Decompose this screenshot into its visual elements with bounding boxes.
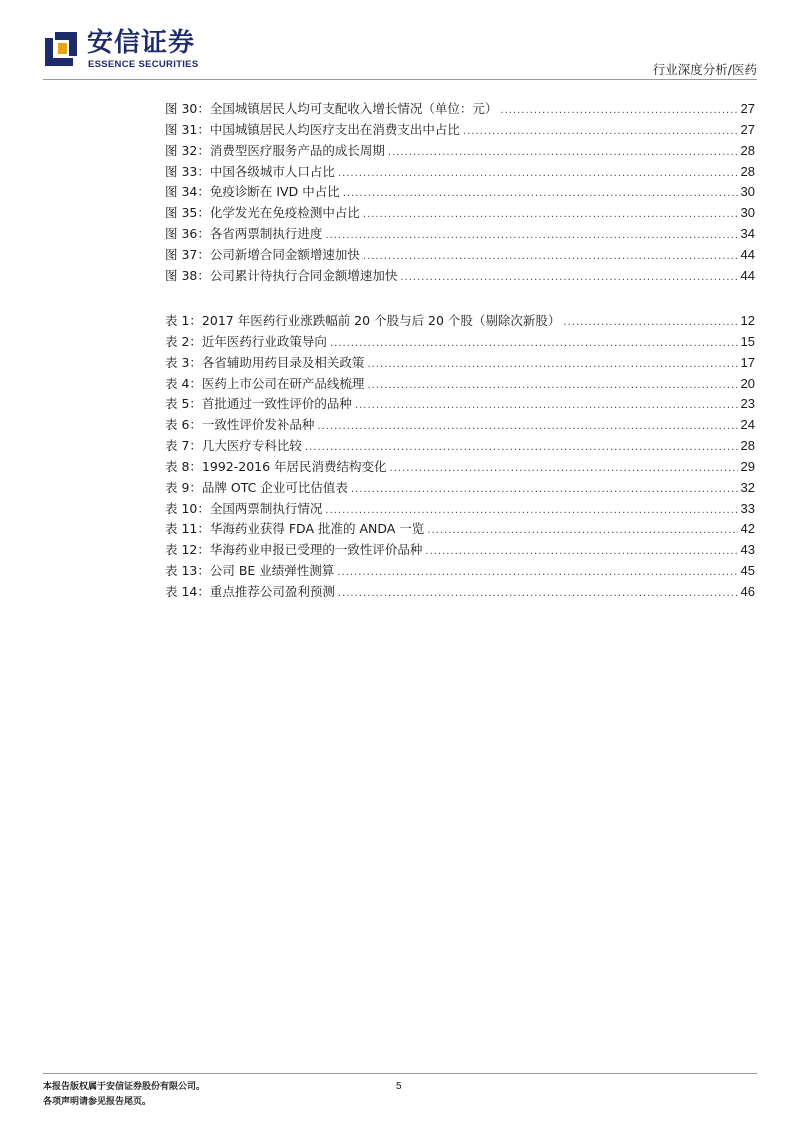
toc-entry-label: 表 6：一致性评价发补品种 [165, 417, 315, 433]
toc-entry-label: 表 8：1992-2016 年居民消费结构变化 [165, 458, 387, 474]
toc-entry-page: 46 [740, 583, 755, 599]
toc-entry-label: 表 7：几大医疗专科比较 [165, 438, 302, 454]
footer-divider [43, 1073, 757, 1074]
toc-entry-page: 27 [740, 101, 755, 116]
leader-dots [500, 101, 737, 122]
toc-entry[interactable] [165, 499, 755, 520]
toc-entry-page: 29 [740, 458, 755, 474]
toc-entry-page: 30 [740, 184, 755, 200]
toc-entry-label: 图 36：各省两票制执行进度 [165, 226, 323, 242]
leader-dots [388, 143, 738, 164]
leader-dots [363, 247, 738, 268]
toc-entry[interactable] [165, 120, 755, 141]
toc-entry-page: 15 [740, 333, 755, 349]
page-number: 5 [396, 1081, 402, 1092]
toc-entry-page: 43 [740, 542, 755, 558]
toc-entry-label: 表 3：各省辅助用药目录及相关政策 [165, 354, 365, 370]
toc-entry[interactable] [165, 415, 755, 436]
toc-entry-page: 45 [740, 563, 755, 579]
leader-dots [317, 417, 737, 438]
toc-entry-label: 表 10：全国两票制执行情况 [165, 500, 323, 516]
toc-entry-page: 24 [740, 417, 755, 433]
toc-entry-label: 表 1：2017 年医药行业涨跌幅前 20 个股与后 20 个股（剔除次新股） [165, 313, 561, 328]
leader-dots [355, 396, 738, 417]
toc-entry-label: 图 33：中国各级城市人口占比 [165, 163, 335, 179]
leader-dots [343, 184, 738, 205]
toc-entry[interactable] [165, 540, 755, 561]
report-category: 行业深度分析/医药 [652, 62, 757, 77]
toc-entry[interactable] [165, 182, 755, 203]
toc-entry[interactable] [165, 224, 755, 245]
toc-entry[interactable] [165, 478, 755, 499]
leader-dots [338, 164, 738, 185]
leader-dots [425, 542, 737, 563]
toc-entry[interactable] [165, 311, 755, 332]
leader-dots [337, 563, 737, 584]
toc-entry-label: 图 38：公司累计待执行合同金额增速加快 [165, 267, 398, 283]
leader-dots [367, 355, 737, 376]
toc-entry[interactable] [165, 332, 755, 353]
toc-entry-label: 图 31：中国城镇居民人均医疗支出在消费支出中占比 [165, 121, 460, 137]
toc-entry[interactable] [165, 457, 755, 478]
toc-entry[interactable] [165, 582, 755, 603]
toc-entry-page: 17 [740, 354, 755, 370]
leader-dots [325, 226, 737, 247]
toc-entry[interactable] [165, 374, 755, 395]
toc-entry-label: 图 37：公司新增合同金额增速加快 [165, 246, 360, 262]
toc-entry-page: 44 [740, 267, 755, 283]
toc-entry-page: 33 [740, 500, 755, 516]
toc-entry-page: 34 [740, 226, 755, 242]
logo-text-cn: 安信证券 [87, 28, 196, 58]
toc-entry-label: 图 34：免疫诊断在 IVD 中占比 [165, 184, 340, 200]
toc-entry-page: 42 [740, 521, 755, 537]
toc-entry[interactable] [165, 436, 755, 457]
logo-text-en: ESSENCE SECURITIES [88, 59, 199, 70]
toc-entry[interactable] [165, 519, 755, 540]
leader-dots [563, 313, 737, 334]
copyright-notice: 本报告版权属于安信证券股份有限公司。 [43, 1082, 206, 1092]
disclaimer-notice: 各项声明请参见报告尾页。 [43, 1097, 152, 1107]
toc-entry-page: 28 [740, 142, 755, 158]
toc-entry-label: 表 13：公司 BE 业绩弹性测算 [165, 563, 335, 579]
toc-entry[interactable] [165, 353, 755, 374]
figure-list [165, 99, 755, 287]
leader-dots [330, 334, 738, 355]
toc-entry-label: 图 32：消费型医疗服务产品的成长周期 [165, 142, 385, 158]
toc-entry-page: 28 [740, 163, 755, 179]
page-header [0, 0, 800, 80]
toc-entry-page: 30 [740, 205, 755, 221]
leader-dots [367, 376, 737, 397]
toc-entry-page: 28 [740, 438, 755, 454]
toc-entry[interactable] [165, 162, 755, 183]
toc-entry[interactable] [165, 561, 755, 582]
toc-entry-page: 23 [740, 396, 755, 412]
toc-entry[interactable] [165, 394, 755, 415]
toc-entry-page: 20 [740, 375, 755, 391]
essence-logo-icon [43, 30, 79, 68]
toc-entry-label: 表 11：华海药业获得 FDA 批准的 ANDA 一览 [165, 521, 425, 537]
toc-entry-label: 表 9：品牌 OTC 企业可比估值表 [165, 479, 348, 495]
toc-entry-label: 表 14：重点推荐公司盈利预测 [165, 583, 335, 599]
toc-entry-label: 表 5：首批通过一致性评价的品种 [165, 396, 352, 412]
toc-entry-label: 表 12：华海药业申报已受理的一致性评价品种 [165, 542, 423, 558]
toc-entry-page: 44 [740, 246, 755, 262]
toc-entry-label: 表 4：医药上市公司在研产品线梳理 [165, 375, 365, 391]
leader-dots [325, 501, 737, 522]
leader-dots [390, 459, 738, 480]
leader-dots [363, 205, 738, 226]
toc-entry-label: 图 30：全国城镇居民人均可支配收入增长情况（单位：元） [165, 101, 498, 116]
toc-entry-label: 图 35：化学发光在免疫检测中占比 [165, 205, 360, 221]
table-list [165, 311, 755, 603]
toc-entry[interactable] [165, 99, 755, 120]
toc-entry[interactable] [165, 266, 755, 287]
toc-entry[interactable] [165, 245, 755, 266]
leader-dots [427, 521, 737, 542]
toc-entry-page: 32 [740, 479, 755, 495]
leader-dots [338, 584, 738, 605]
toc-entry-label: 表 2：近年医药行业政策导向 [165, 333, 327, 349]
leader-dots [400, 268, 737, 289]
header-divider [43, 79, 757, 80]
leader-dots [463, 122, 738, 143]
leader-dots [305, 438, 738, 459]
toc-entry[interactable] [165, 141, 755, 162]
toc-entry-page: 12 [740, 313, 755, 328]
toc-entry-page: 27 [740, 121, 755, 137]
leader-dots [351, 480, 738, 501]
toc-entry[interactable] [165, 203, 755, 224]
